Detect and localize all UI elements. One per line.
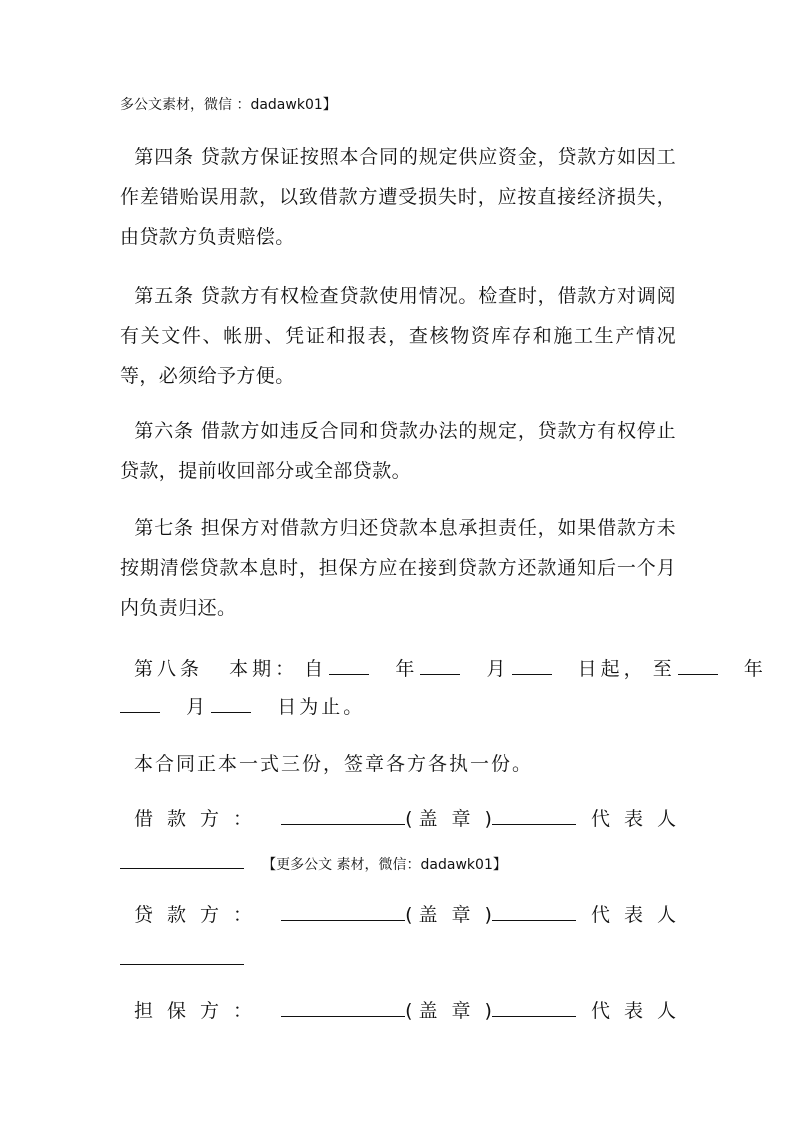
article-8-day-start: 日起， [577, 658, 647, 680]
watermark-note: 【更多公文 素材，微信：dadawk01】 [262, 857, 507, 873]
end-day-blank[interactable] [211, 694, 251, 713]
article-8-line-2 [120, 694, 365, 719]
article-6 [120, 411, 676, 491]
end-year-blank[interactable] [678, 656, 718, 675]
article-8-term: 本期： [229, 658, 299, 680]
lender-rep-blank[interactable] [120, 946, 244, 965]
article-8-label: 第八条 [134, 658, 204, 680]
lender-seal: 盖章 [418, 904, 485, 926]
lender-seal-blank[interactable] [492, 902, 576, 921]
copies-text: 本合同正本一式三份，签章各方各执一份。 [134, 753, 534, 775]
article-5 [120, 276, 676, 396]
article-8-from: 自 [304, 658, 324, 680]
lender-name-blank[interactable] [281, 902, 405, 921]
lender-rep-line [120, 946, 244, 971]
borrower-label: 借款方： [134, 808, 267, 830]
article-7-text: 第七条 担保方对借款方归还贷款本息承担责任，如果借款方未按期清偿贷款本息时，担保方应在接到贷款方还款通知后一个月内负责归还。 [120, 517, 676, 619]
article-8-month-2: 月 [186, 696, 206, 718]
signature-lender: 贷款方： ( 盖章) 代表人 [134, 904, 690, 926]
lender-label: 贷款方： [134, 904, 267, 926]
guarantor-label: 担保方： [134, 1000, 267, 1022]
article-4 [120, 137, 676, 257]
borrower-seal-blank[interactable] [492, 806, 576, 825]
start-year-blank[interactable] [329, 656, 369, 675]
article-8-year-2: 年 [743, 658, 763, 680]
borrower-rep-blank[interactable] [120, 850, 244, 869]
guarantor-rep-label: 代表人 [590, 1000, 690, 1022]
signature-guarantor: 担保方： ( 盖章) 代表人 [134, 1000, 690, 1022]
start-month-blank[interactable] [420, 656, 460, 675]
start-day-blank[interactable] [512, 656, 552, 675]
borrower-rep-line [120, 850, 507, 877]
article-5-text: 第五条 贷款方有权检查贷款使用情况。检查时，借款方对调阅有关文件、帐册、凭证和报表，查核物资库存和施工生产情况等，必须给予方便。 [120, 285, 676, 387]
guarantor-name-blank[interactable] [281, 998, 405, 1017]
article-8-year-1: 年 [395, 658, 415, 680]
article-7 [120, 508, 676, 628]
article-8-to: 至 [652, 658, 672, 680]
borrower-rep-label: 代表人 [590, 808, 690, 830]
guarantor-seal: 盖章 [418, 1000, 485, 1022]
article-8-line-1 [134, 656, 763, 681]
borrower-name-blank[interactable] [281, 806, 405, 825]
end-month-blank[interactable] [120, 694, 160, 713]
signature-borrower: 借款方： ( 盖章) 代表人 [134, 808, 690, 830]
borrower-seal: 盖章 [418, 808, 485, 830]
header-note: 多公文素材，微信 ：dadawk01】 [120, 97, 337, 113]
article-8-month-1: 月 [486, 658, 506, 680]
lender-rep-label: 代表人 [590, 904, 690, 926]
guarantor-seal-blank[interactable] [492, 998, 576, 1017]
article-4-text: 第四条 贷款方保证按照本合同的规定供应资金，贷款方如因工作差错贻误用款，以致借款方遭受损失时，应按直接经济损失，由贷款方负责赔偿。 [120, 146, 676, 248]
article-8-day-end: 日为止。 [277, 696, 366, 718]
article-6-text: 第六条 借款方如违反合同和贷款办法的规定，贷款方有权停止贷款，提前收回部分或全部贷款。 [120, 420, 676, 482]
